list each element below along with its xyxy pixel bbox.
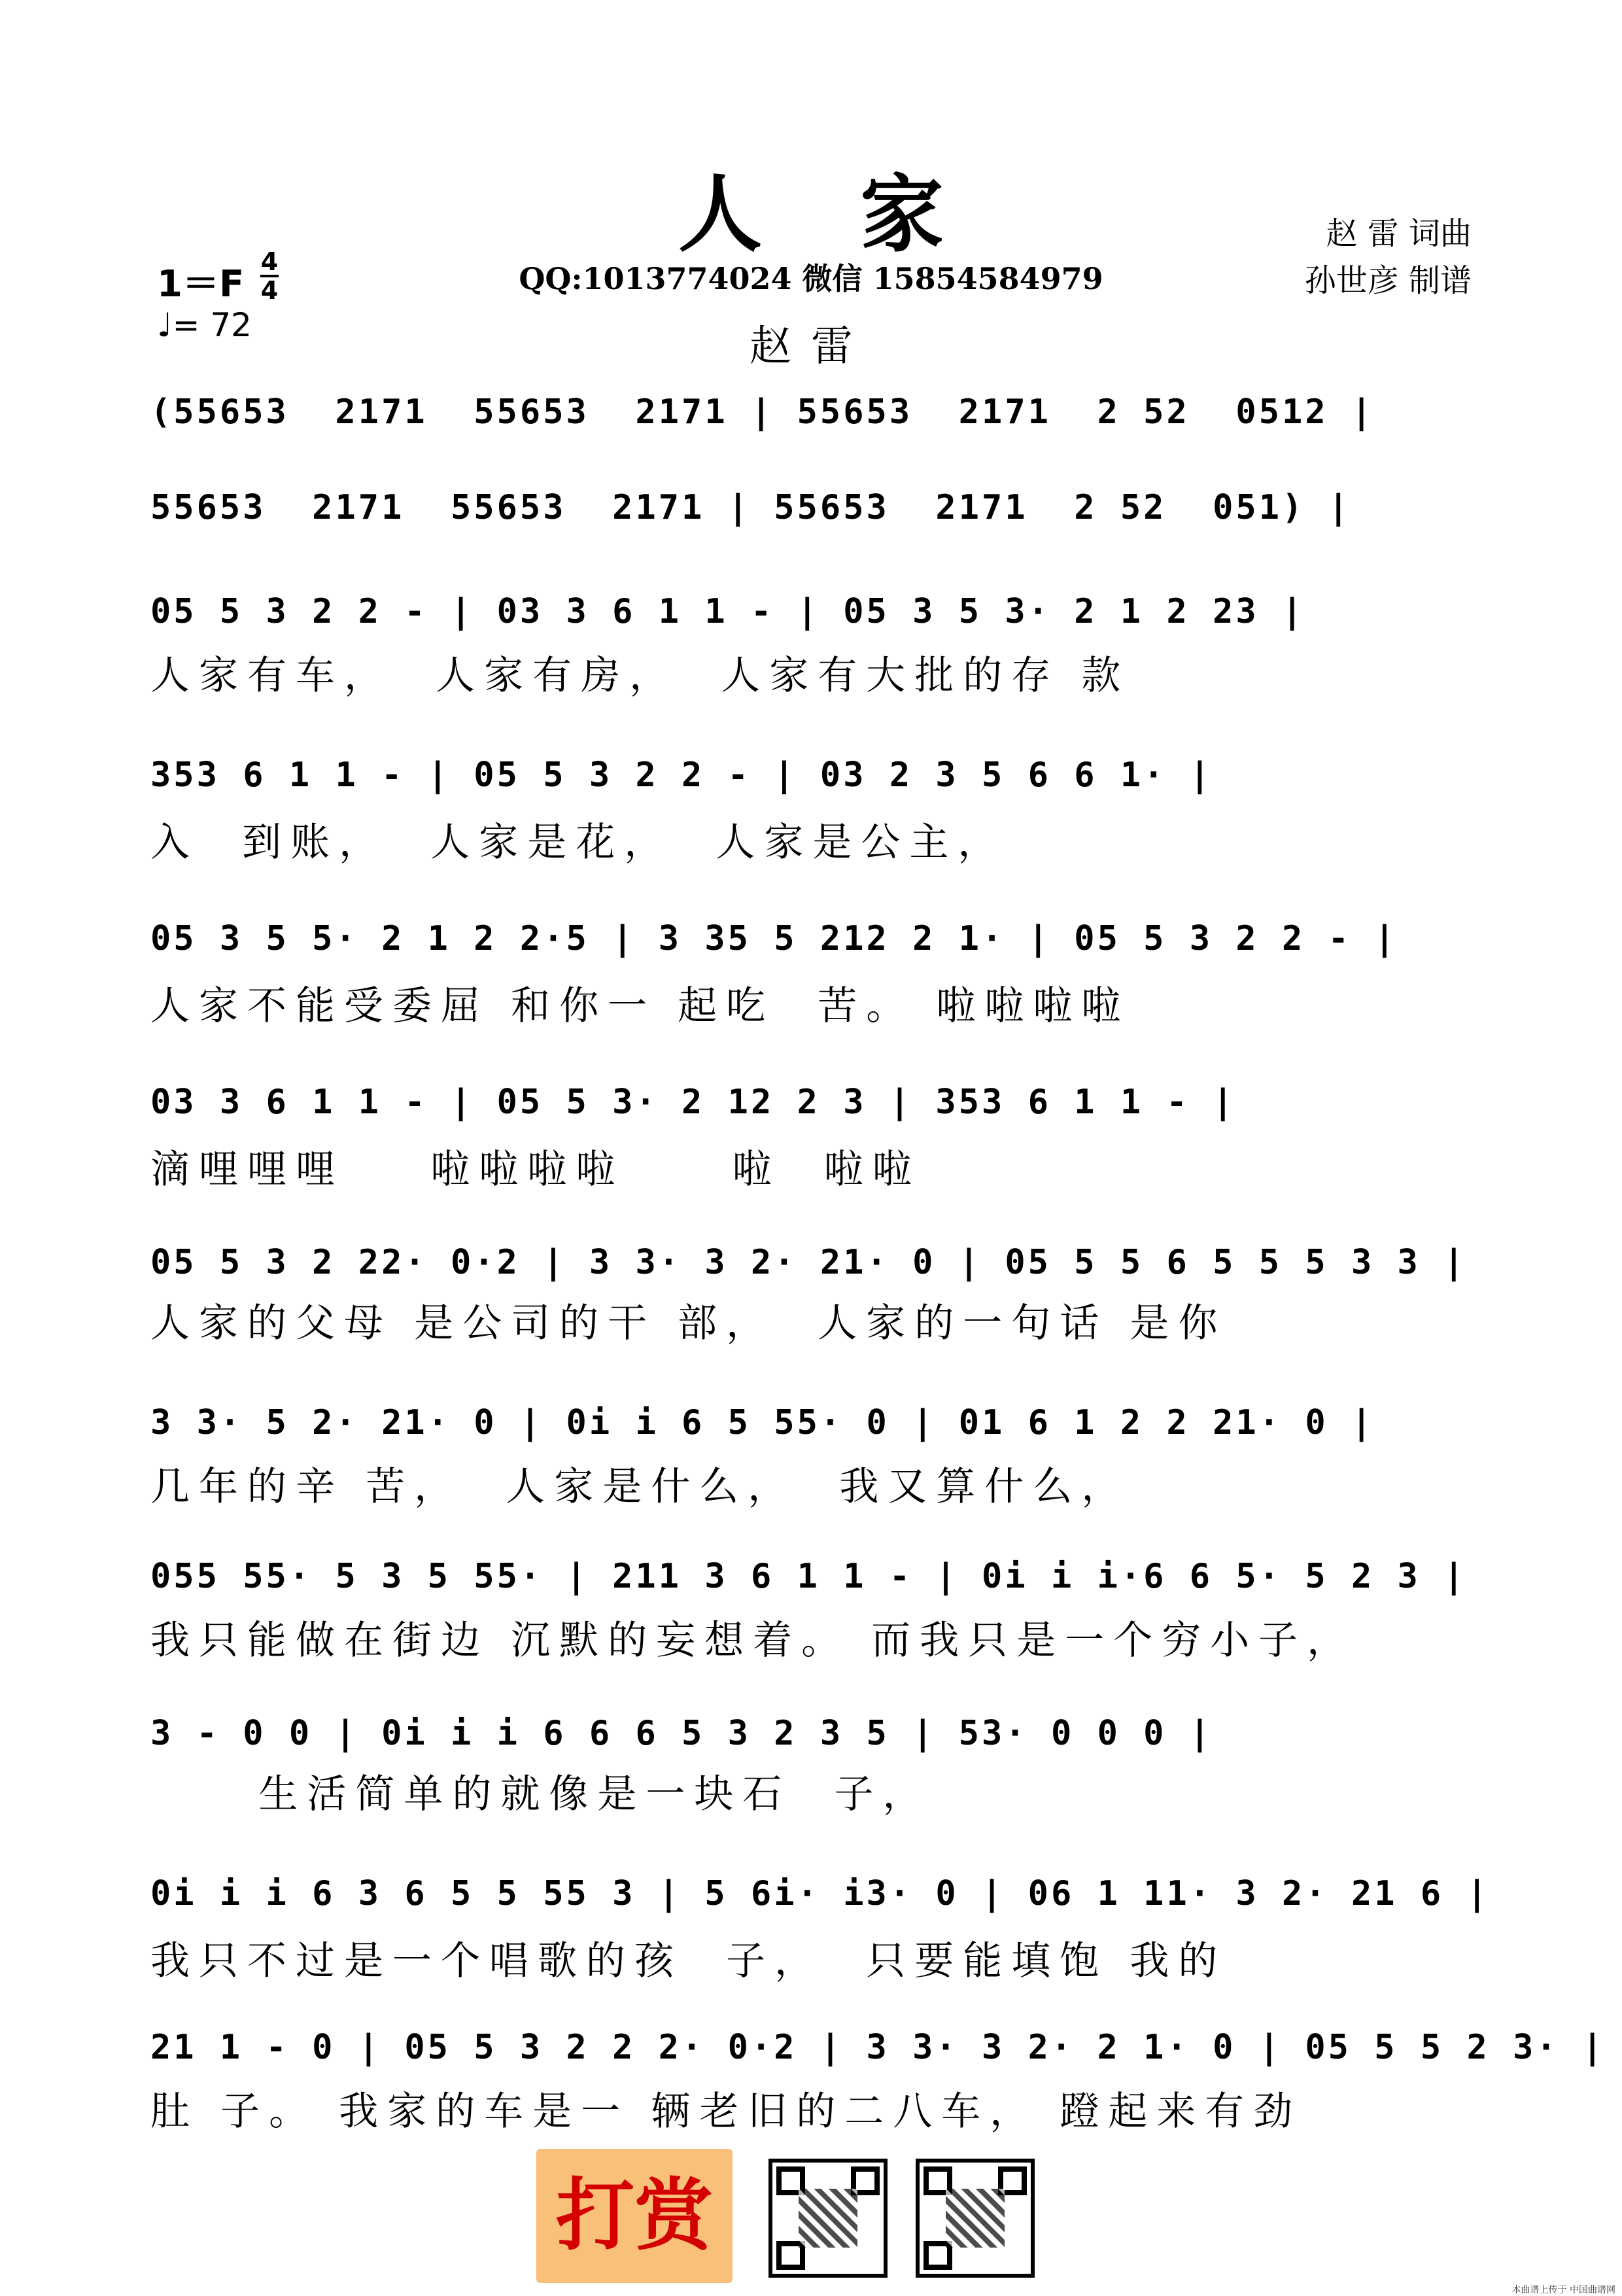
- notation-line: (55653 2171 55653 2171 | 55653 2171 2 52 0512 |: [150, 392, 1375, 432]
- notation-line: 21 1 - 0 | 05 5 3 2 2 2· 0·2 | 3 3· 3 2· 2 1· 0 | 05 5 5 2 3· |: [150, 2028, 1606, 2067]
- meter-top: 4: [260, 247, 279, 276]
- notation-line: 05 5 3 2 22· 0·2 | 3 3· 3 2· 21· 0 | 05 5 5 6 5 5 5 3 3 |: [150, 1243, 1467, 1282]
- singer-name: 赵雷: [750, 322, 872, 371]
- notation-line: 3 3· 5 2· 21· 0 | 0i i 6 5 55· 0 | 01 6 1 2 2 21· 0 |: [150, 1403, 1375, 1442]
- qr-code-icon: [916, 2159, 1035, 2278]
- meter-bottom: 4: [260, 276, 279, 305]
- tempo-marking: ♩= 72: [157, 306, 252, 344]
- lyrics-line: 滴哩哩哩 啦啦啦啦 啦 啦啦: [150, 1147, 921, 1192]
- notation-line: 3 - 0 0 | 0i i i 6 6 6 5 3 2 3 5 | 53· 0 0 0 |: [150, 1714, 1213, 1753]
- time-signature: [260, 247, 279, 305]
- credit-arranger: 孙世彦 制谱: [1304, 262, 1472, 299]
- credit-lyrics: 赵 雷 词曲: [1326, 215, 1472, 252]
- lyrics-line: 我只能做在街边 沉默的妄想着。 而我只是一个穷小子，: [150, 1618, 1356, 1663]
- notation-line: 055 55· 5 3 5 55· | 211 3 6 1 1 - | 0i i i·6 6 5· 5 2 3 |: [150, 1557, 1467, 1596]
- lyrics-line: 肚 子。 我家的车是一 辆老旧的二八车， 蹬起来有劲: [150, 2089, 1302, 2134]
- lyrics-line: 几年的辛 苦， 人家是什么， 我又算什么，: [150, 1464, 1130, 1510]
- key-signature: 1＝F: [157, 263, 245, 305]
- lyrics-line: 入 到账， 人家是花， 人家是公主，: [150, 820, 1007, 865]
- page-title: 人家: [678, 166, 1042, 264]
- notation-line: 55653 2171 55653 2171 | 55653 2171 2 52 051) |: [150, 488, 1351, 527]
- lyrics-line: 人家有车， 人家有房， 人家有大批的存 款: [150, 653, 1130, 699]
- lyrics-line: 人家不能受委屈 和你一 起吃 苦。 啦啦啦啦: [150, 983, 1130, 1029]
- notation-line: 05 5 3 2 2 - | 03 3 6 1 1 - | 05 3 5 3· 2 1 2 23 |: [150, 592, 1305, 631]
- notation-line: 05 3 5 5· 2 1 2 2·5 | 3 35 5 212 2 1· | 05 5 3 2 2 - |: [150, 919, 1398, 958]
- lyrics-line: 人家的父母 是公司的干 部， 人家的一句话 是你: [150, 1300, 1227, 1346]
- notation-line: 353 6 1 1 - | 05 5 3 2 2 - | 03 2 3 5 6 6 1· |: [150, 756, 1213, 795]
- notation-line: 03 3 6 1 1 - | 05 5 3· 2 12 2 3 | 353 6 1 1 - |: [150, 1083, 1236, 1122]
- contact-info: QQ:1013774024 微信 15854584979: [519, 261, 1103, 296]
- reward-button[interactable]: 打赏: [536, 2149, 733, 2283]
- notation-line: 0i i i 6 3 6 5 5 55 3 | 5 6i· i3· 0 | 06 1 11· 3 2· 21 6 |: [150, 1874, 1490, 1913]
- qr-code-icon: [768, 2159, 888, 2278]
- site-note: 本曲谱上传于 中国曲谱网: [1511, 2285, 1615, 2295]
- lyrics-line: 生活简单的就像是一块石 子，: [150, 1771, 931, 1817]
- lyrics-line: 我只不过是一个唱歌的孩 子， 只要能填饱 我的: [150, 1938, 1227, 1984]
